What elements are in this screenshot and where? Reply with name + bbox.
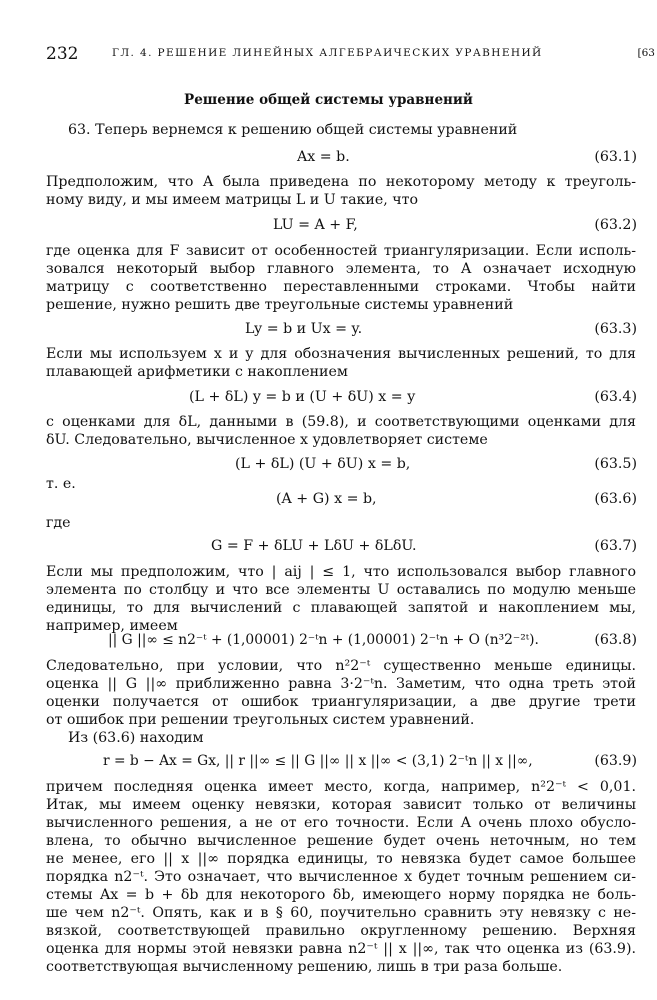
text-line: оценка для нормы этой невязки равна n2⁻ᵗ || x ||∞, так что оценка из (63.9).: [46, 941, 636, 957]
text-line: оценка || G ||∞ приближенно равна 3·2⁻ᵗn. Заметим, что одна треть этой: [46, 676, 636, 692]
text-line: решение, нужно решить две треугольные системы уравнений: [46, 297, 514, 313]
equation: (A + G) x = b,: [276, 491, 377, 507]
text-line: ше чем n2⁻ᵗ. Опять, как и в § 60, поучительно сравнить эту невязку с не-: [46, 905, 636, 921]
equation: || G ||∞ ≤ n2⁻ᵗ + (1,00001) 2⁻ᵗn + (1,00001) 2⁻ᵗn + O (n³2⁻²ᵗ).: [108, 632, 539, 648]
equation-number: (63.2): [594, 217, 637, 233]
text-line: Если мы предположим, что | aij | ≤ 1, что использовался выбор главного: [46, 564, 636, 580]
equation: r = b − Ax = Gx, || r ||∞ ≤ || G ||∞ || x ||∞ < (3,1) 2⁻ᵗn || x ||∞,: [103, 753, 533, 769]
equation-number: (63.5): [594, 456, 637, 472]
text-line: не менее, его || x ||∞ порядка единицы, то невязка будет самое большее: [46, 851, 636, 867]
equation-number: (63.3): [594, 321, 637, 337]
text-line: элемента по столбцу и что все элементы U оставались по модулю меньше: [46, 582, 636, 598]
equation-number: (63.1): [594, 149, 637, 165]
equation: (L + δL) y = b и (U + δU) x = y: [189, 389, 416, 405]
equation: (L + δL) (U + δU) x = b,: [235, 456, 411, 472]
equation-number: (63.8): [594, 632, 637, 648]
text-line: стемы Ax = b + δb для некоторого δb, имеющего норму порядка не боль-: [46, 887, 636, 903]
text-line: δU. Следовательно, вычисленное x удовлетворяет системе: [46, 432, 488, 448]
equation-number: (63.7): [594, 538, 637, 554]
equation: Ax = b.: [297, 149, 350, 165]
page-header: [0, 44, 657, 64]
text-line: единицы, то для вычислений с плавающей запятой и накоплением мы,: [46, 600, 636, 616]
section-marker: [63: [637, 47, 655, 59]
text-line: Итак, мы имеем оценку невязки, которая зависит только от величины: [46, 797, 636, 813]
text-line: плавающей арифметики с накоплением: [46, 364, 348, 380]
text-line: вычисленного решения, а не от его точности. Если A очень плохо обусло-: [46, 815, 636, 831]
text-label: где: [46, 515, 71, 531]
text-line: зовался некоторый выбор главного элемента, то A означает исходную: [46, 261, 636, 277]
text-line: 63. Теперь вернемся к решению общей системы уравнений: [68, 122, 518, 138]
text-line: Из (63.6) находим: [68, 730, 204, 746]
text-line: причем последняя оценка имеет место, когда, например, n²2⁻ᵗ < 0,01.: [46, 779, 636, 795]
equation-number: (63.6): [594, 491, 637, 507]
equation: LU = A + F,: [273, 217, 358, 233]
text-line: оценки получается от ошибок триангуляризации, а две другие трети: [46, 694, 636, 710]
text-line: Предположим, что A была приведена по некоторому методу к треуголь-: [46, 174, 636, 190]
equation: Ly = b и Ux = y.: [245, 321, 363, 337]
text-line: влена, то обычно вычисленное решение будет очень неточным, но тем: [46, 833, 636, 849]
text-line: Если мы используем x и y для обозначения вычисленных решений, то для: [46, 346, 636, 362]
text-line: ному виду, и мы имеем матрицы L и U такие, что: [46, 192, 419, 208]
equation-number: (63.4): [594, 389, 637, 405]
text-line: вязкой, соответствующей правильно округленному решению. Верхняя: [46, 923, 636, 939]
text-line: где оценка для F зависит от особенностей триангуляризации. Если исполь-: [46, 243, 636, 259]
text-line: от ошибок при решении треугольных систем уравнений.: [46, 712, 475, 728]
text-line: порядка n2⁻ᵗ. Это означает, что вычисленное x будет точным решением си-: [46, 869, 636, 885]
running-head: ГЛ. 4. РЕШЕНИЕ ЛИНЕЙНЫХ АЛГЕБРАИЧЕСКИХ УРАВНЕНИЙ: [112, 47, 543, 59]
page-number: 232: [46, 44, 79, 64]
text-line: с оценками для δL, данными в (59.8), и соответствующими оценками для: [46, 414, 636, 430]
section-title: Решение общей системы уравнений: [184, 92, 473, 108]
text-line: матрицу с соответственно переставленными строками. Чтобы найти: [46, 279, 636, 295]
text-line: Следовательно, при условии, что n²2⁻ᵗ существенно меньше единицы.: [46, 658, 636, 674]
equation: G = F + δLU + LδU + δLδU.: [211, 538, 417, 554]
text-line: соответствующая вычисленному решению, лишь в три раза больше.: [46, 959, 563, 975]
equation-number: (63.9): [594, 753, 637, 769]
text-line: например, имеем: [46, 618, 178, 634]
text-label: т. е.: [46, 476, 76, 492]
